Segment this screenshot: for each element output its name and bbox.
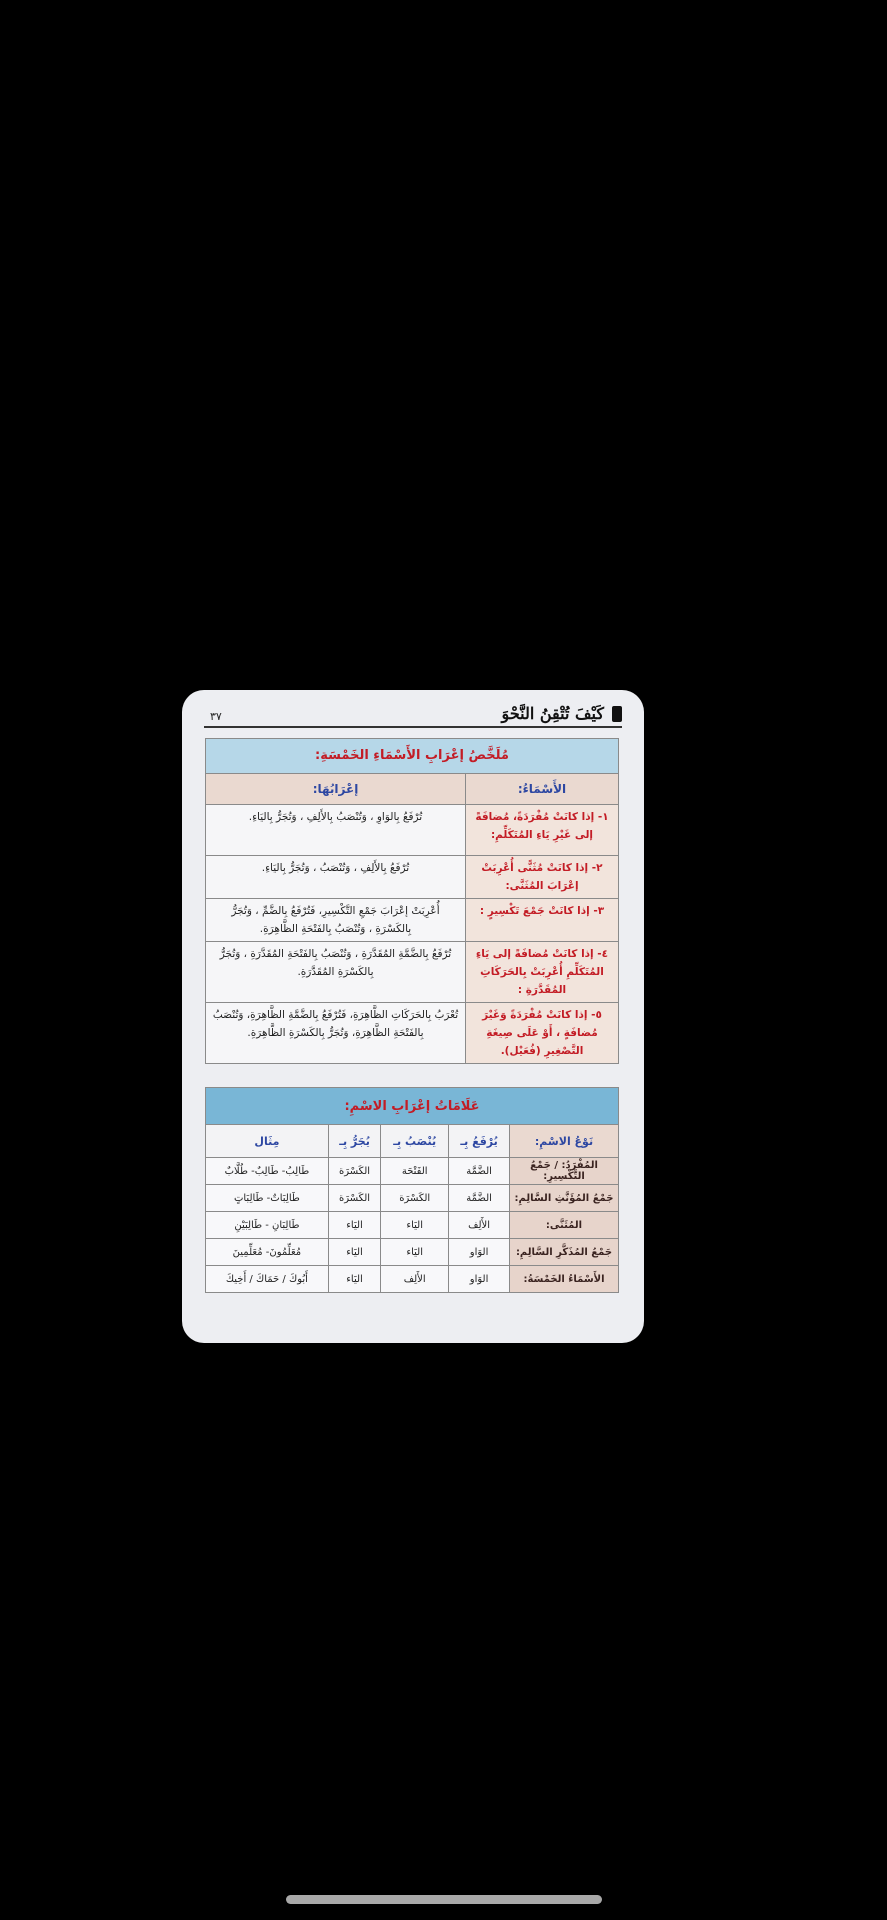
case-cell: ٢- إذا كانَتْ مُثَنًّى أُعْرِبَتْ إعْرَابَ المُثَنَّى:	[466, 856, 619, 899]
table-cell: اليَاء	[381, 1239, 449, 1266]
table-cell: أَبُوكَ / حَمَاكَ / أَخِيكَ	[206, 1266, 329, 1293]
column-header: مِثَال	[206, 1125, 329, 1158]
ornament-icon	[612, 706, 622, 722]
page-header	[204, 704, 622, 728]
table-row	[206, 942, 619, 1003]
table-cell: الكَسْرَة	[328, 1158, 380, 1185]
table-title: مُلَخَّصُ إعْرَابِ الأَسْمَاءِ الخَمْسَةِ:	[206, 739, 619, 774]
table-cell: طَالِبَانِ - طَالِبَيْنِ	[206, 1212, 329, 1239]
noun-type-cell: الأَسْمَاءُ الخَمْسَةُ:	[510, 1266, 619, 1293]
irab-cell: تُرْفَعُ بِالضَّمَّةِ المُقَدَّرَةِ ، وَتُنْصَبُ بِالفَتْحَةِ المُقَدَّرَةِ ، وَتُجَرُّ بِالكَسْرَةِ المُقَدَّرَةِ.	[206, 942, 466, 1003]
irab-cell: أُعْرِبَتْ إعْرَابَ جَمْعِ التَّكْسِيرِ، فَتُرْفَعُ بِالضَّمِّ ، وَتُجَرُّ بِالكَسْرَةِ ، وَتُنْصَبُ بِالفَتْحَةِ الظَّاهِرَةِ.	[206, 899, 466, 942]
table-row	[206, 1158, 619, 1185]
table-row	[206, 1239, 619, 1266]
table-row	[206, 856, 619, 899]
table-row	[206, 1212, 619, 1239]
column-header: إعْرَابُهَا:	[206, 774, 466, 805]
five-nouns-summary-table	[205, 738, 619, 1064]
table-title: عَلَامَاتُ إعْرَابِ الاسْمِ:	[206, 1088, 619, 1125]
table-cell: الأَلِف	[449, 1212, 510, 1239]
table-cell: الوَاو	[449, 1266, 510, 1293]
case-cell: ٥- إذا كانَتْ مُفْرَدَةً وَغَيْرَ مُضافَةٍ ، أَوْ عَلَى صِيغَةِ التَّصْغِيرِ (فُعَيْل).	[466, 1003, 619, 1064]
column-header: الأَسْمَاءُ:	[466, 774, 619, 805]
column-header: يُنْصَبُ بِـ	[381, 1125, 449, 1158]
table-cell: مُعَلِّمُونَ- مُعَلِّمِينَ	[206, 1239, 329, 1266]
table-cell: الوَاو	[449, 1239, 510, 1266]
case-cell: ٣- إذا كانَتْ جَمْعَ تَكْسِيرٍ :	[466, 899, 619, 942]
irab-cell: تُرْفَعُ بِالأَلِفِ ، وَتُنْصَبُ ، وَتُجَرُّ بِاليَاءِ.	[206, 856, 466, 899]
table-row	[206, 1266, 619, 1293]
table-row	[206, 899, 619, 942]
table-cell: طَالِبَاتٌ- طَالِبَاتٍ	[206, 1185, 329, 1212]
table-cell: اليَاء	[328, 1239, 380, 1266]
table-cell: الكَسْرَة	[328, 1185, 380, 1212]
book-page	[182, 690, 644, 1343]
table-cell: اليَاء	[328, 1266, 380, 1293]
home-indicator[interactable]	[286, 1895, 602, 1904]
table-cell: الأَلِف	[381, 1266, 449, 1293]
noun-type-cell: جَمْعُ المُؤَنَّثِ السَّالِمِ:	[510, 1185, 619, 1212]
table-cell: طَالِبُ- طَالِبٌ- طُلَّابٌ	[206, 1158, 329, 1185]
column-header: يُرْفَعُ بِـ	[449, 1125, 510, 1158]
noun-type-cell: المُفْرَدُ: / جَمْعُ التَّكْسِيرِ:	[510, 1158, 619, 1185]
table-row	[206, 1185, 619, 1212]
book-title: كَيْفَ تُتْقِنُ النَّحْوَ	[501, 704, 604, 723]
column-header: يُجَرُّ بِـ	[328, 1125, 380, 1158]
table-row	[206, 1003, 619, 1064]
table-row	[206, 805, 619, 856]
noun-type-cell: جَمْعُ المُذَكَّرِ السَّالِمِ:	[510, 1239, 619, 1266]
case-cell: ٤- إذا كانَتْ مُضافَةً إلى يَاءِ المُتَكَلِّمِ أُعْرِبَتْ بِالحَرَكَاتِ المُقَدَّرَةِ :	[466, 942, 619, 1003]
noun-type-cell: المُثَنَّى:	[510, 1212, 619, 1239]
table-cell: الضَّمَّة	[449, 1185, 510, 1212]
page-number: ٣٧	[210, 710, 222, 723]
table-cell: اليَاء	[381, 1212, 449, 1239]
case-cell: ١- إذا كانَتْ مُفْرَدَةً، مُضافَةً إلى غَيْرِ يَاءِ المُتَكَلِّمِ:	[466, 805, 619, 856]
column-header: نَوْعُ الاسْمِ:	[510, 1125, 619, 1158]
irab-cell: تُرْفَعُ بِالوَاوِ ، وَتُنْصَبُ بِالأَلِفِ ، وَتُجَرُّ بِاليَاءِ.	[206, 805, 466, 856]
irab-cell: تُعْرَبُ بِالحَرَكَاتِ الظَّاهِرَةِ، فَتُرْفَعُ بِالضَّمَّةِ الظَّاهِرَةِ، وَتُنْصَبُ بِالفَتْحَةِ الظَّاهِرَةِ، وَتُجَرُّ بِالكَسْرَةِ الظَّاهِرَةِ.	[206, 1003, 466, 1064]
table-cell: الضَّمَّة	[449, 1158, 510, 1185]
noun-irab-signs-table	[205, 1087, 619, 1293]
table-cell: اليَاء	[328, 1212, 380, 1239]
table-cell: الفَتْحَة	[381, 1158, 449, 1185]
table-cell: الكَسْرَة	[381, 1185, 449, 1212]
